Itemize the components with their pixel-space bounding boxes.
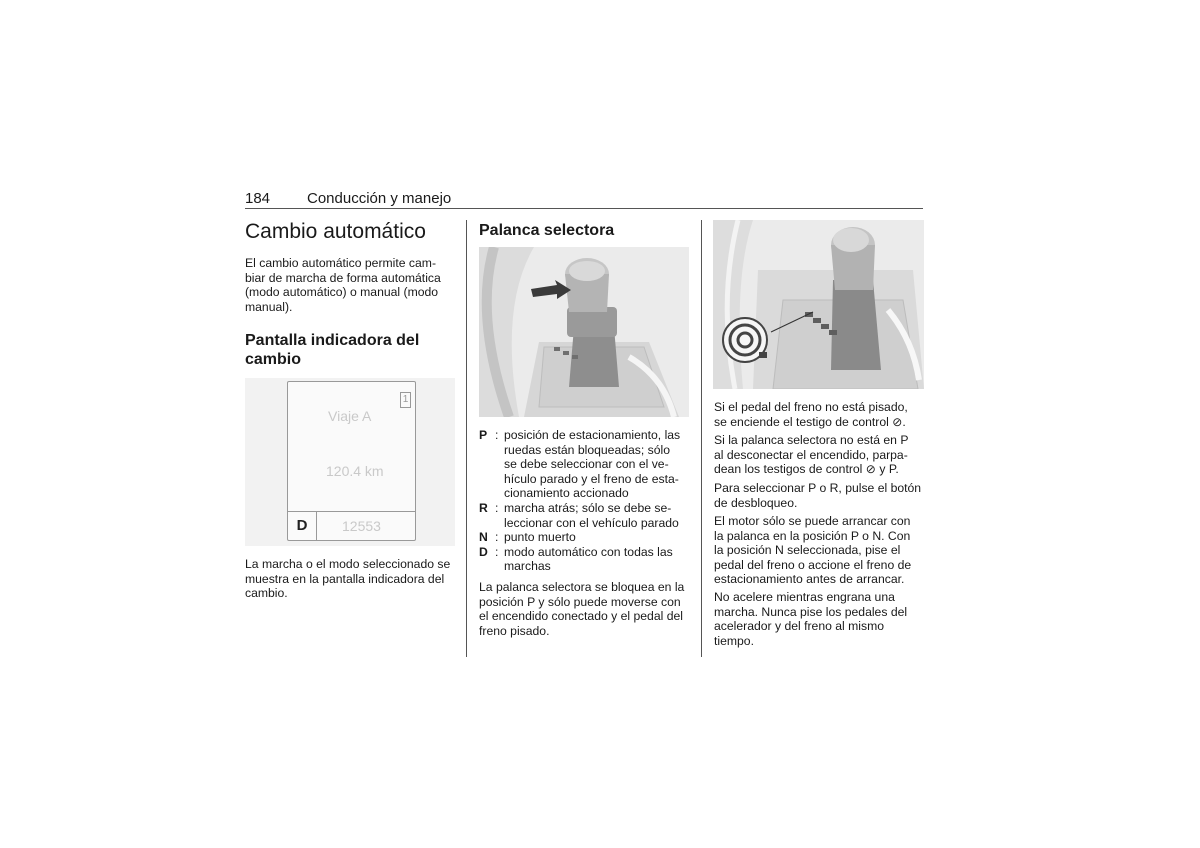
lever-warning-drawing	[713, 220, 924, 389]
trip-corner-icon: 1	[400, 392, 411, 408]
column-divider	[466, 220, 467, 657]
trip-label: Viaje A	[328, 408, 372, 424]
subsection-title-selector: Palanca selectora	[479, 222, 615, 239]
gear-display-bottom	[288, 511, 415, 540]
trip-value: 120.4 km	[326, 463, 384, 479]
glossary-item: R : marcha atrás; sólo se debe se- leccionar con el vehículo parado	[479, 500, 679, 530]
page-number: 184	[245, 190, 271, 207]
section-title: Cambio automático	[245, 220, 426, 243]
display-caption: La marcha o el modo seleccionado se muestra en la pantalla indicadora del cambio.	[245, 557, 451, 601]
gear-indicator: D	[288, 512, 317, 540]
gear-display-panel	[287, 381, 416, 541]
column-divider	[701, 220, 702, 657]
odometer-value: 12553	[342, 518, 381, 534]
lever-warning-photo	[713, 220, 924, 389]
pedal-warning-paragraph: No acelere mientras engrana una marcha. Nunca pise los pedales del acelerador y del freno al mismo tiempo.	[714, 590, 908, 648]
unlock-paragraph: Para seleccionar P o R, pulse el botón de desbloqueo.	[714, 481, 922, 510]
glossary-item: D : modo automático con todas las marchas	[479, 544, 673, 574]
selector-lever-photo	[479, 247, 689, 417]
lever-lock-paragraph: La palanca selectora se bloquea en la posición P y sólo puede moverse con el encendido conectado y el pedal del freno pisado.	[479, 580, 685, 638]
selector-lever-drawing	[479, 247, 689, 417]
intro-paragraph: El cambio automático permite cam- biar de marcha de forma automática (modo automático) o manual (modo manual).	[245, 256, 441, 314]
ignition-warning-paragraph: Si la palanca selectora no está en P al desconectar el encendido, parpa- dean los testigos de control ⊘ y P.	[714, 433, 909, 477]
engine-start-paragraph: El motor sólo se puede arrancar con la palanca en la posición P o N. Con la posición N seleccionada, pise el pedal del freno o accione el freno de estacionamiento antes de arrancar.	[714, 514, 912, 587]
subsection-title-display: Pantalla indicadora del cambio	[245, 332, 420, 368]
brake-warning-paragraph: Si el pedal del freno no está pisado, se enciende el testigo de control ⊘.	[714, 400, 908, 429]
glossary-item: N : punto muerto	[479, 530, 576, 545]
header-rule	[245, 208, 923, 209]
glossary-item: P : posición de estacionamiento, las ruedas están bloqueadas; sólo se debe seleccionar con el ve- hículo parado y el freno de esta- cionamiento accionado	[479, 428, 681, 501]
running-head: Conducción y manejo	[307, 190, 452, 207]
position-glossary	[479, 428, 691, 574]
